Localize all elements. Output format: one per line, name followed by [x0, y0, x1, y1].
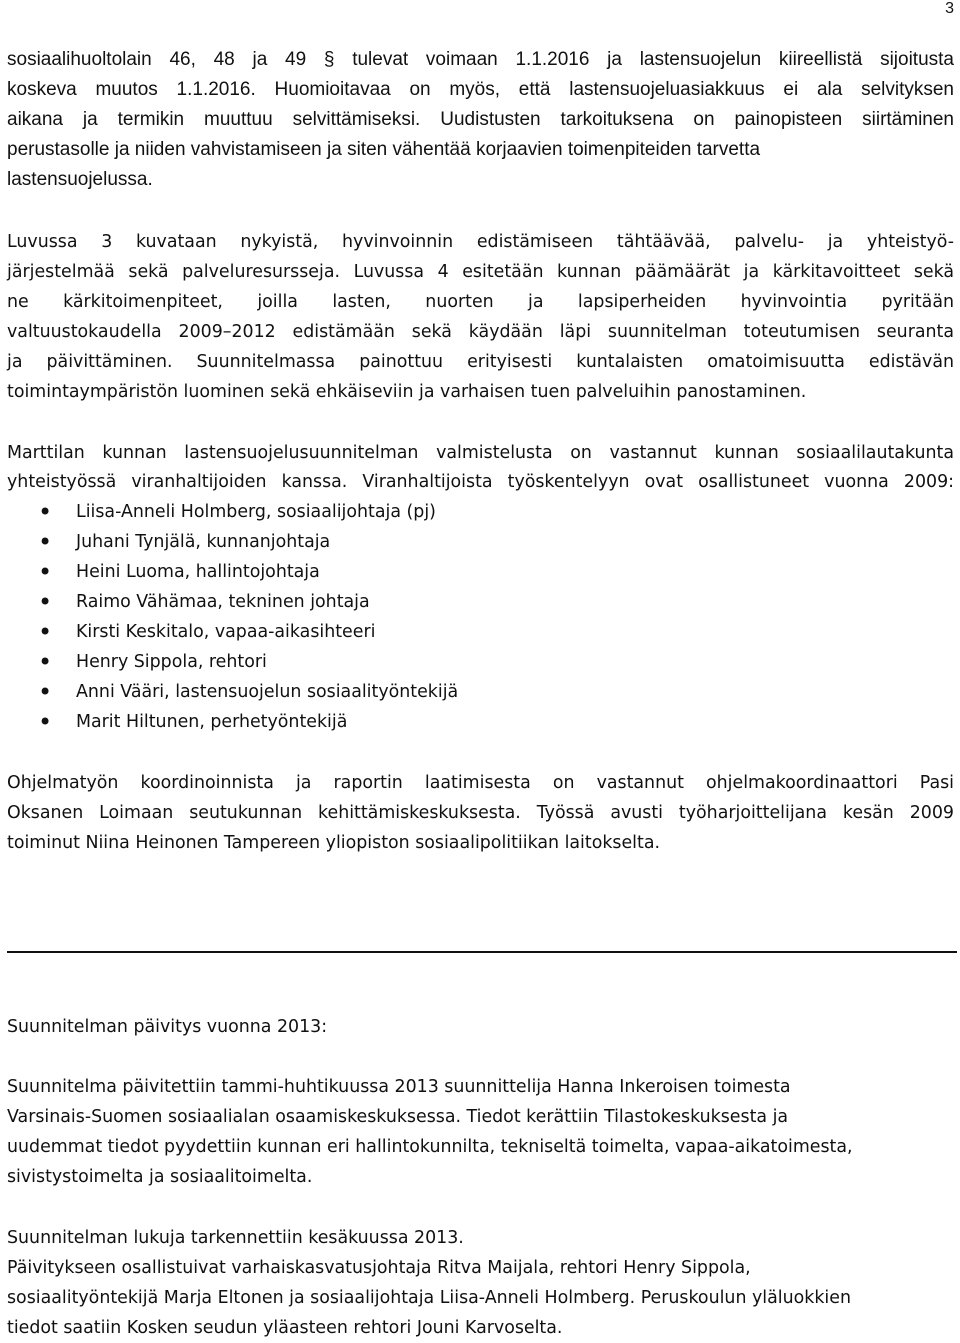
text-line: aikana ja termikin muuttuu selvittämiseksi. Uudistusten tarkoituksena on painopisteen siirtäminen	[7, 109, 954, 130]
list-item: Kirsti Keskitalo, vapaa-aikasihteeri	[76, 622, 376, 642]
bullet-icon: •	[38, 558, 53, 586]
text-line: järjestelmää sekä palveluresursseja. Luvussa 4 esitetään kunnan päämäärät ja kärkitavoitteet sekä	[7, 262, 954, 282]
text-line: koskeva muutos 1.1.2016. Huomioitavaa on myös, että lastensuojeluasiakkuus ei ala selvityksen	[7, 79, 954, 100]
text-line: toimintaympäristön luominen sekä ehkäiseviin ja varhaisen tuen palveluihin panostaminen.	[7, 382, 807, 402]
text-line: ne kärkitoimenpiteet, joilla lasten, nuorten ja lapsiperheiden hyvinvointia pyritään	[7, 292, 954, 312]
text-line: Luvussa 3 kuvataan nykyistä, hyvinvoinnin edistämiseen tähtäävää, palvelu- ja yhteistyö-	[7, 232, 954, 252]
text-line: sosiaalihuoltolain 46, 48 ja 49 § tulevat voimaan 1.1.2016 ja lastensuojelun kiireellistä sijoitusta	[7, 49, 954, 70]
text-line: sosiaalityöntekijä Marja Eltonen ja sosiaalijohtaja Liisa-Anneli Holmberg. Peruskoulun yläluokkien	[7, 1288, 851, 1308]
page-number: 3	[945, 0, 954, 17]
bullet-icon: •	[38, 678, 53, 706]
text-line: lastensuojelussa.	[7, 169, 153, 190]
text-line: valtuustokaudella 2009–2012 edistämään sekä käydään läpi suunnitelman toteutumisen seuranta	[7, 322, 954, 342]
text-line: Päivitykseen osallistuivat varhaiskasvatusjohtaja Ritva Maijala, rehtori Henry Sippola,	[7, 1258, 751, 1278]
text-line: Varsinais-Suomen sosiaalialan osaamiskeskuksessa. Tiedot kerättiin Tilastokeskuksesta ja	[7, 1107, 789, 1127]
bullet-icon: •	[38, 528, 53, 556]
text-line: yhteistyössä viranhaltijoiden kanssa. Viranhaltijoista työskentelyyn ovat osallistuneet vuonna 2009:	[7, 472, 954, 492]
text-line: uudemmat tiedot pyydettiin kunnan eri hallintokunnilta, tekniseltä toimelta, vapaa-aikatoimesta,	[7, 1137, 853, 1157]
list-item: Marit Hiltunen, perhetyöntekijä	[76, 712, 348, 732]
text-line: perustasolle ja niiden vahvistamiseen ja siten vähentää korjaavien toimenpiteiden tarvetta	[7, 139, 761, 160]
bullet-icon: •	[38, 648, 53, 676]
bullet-icon: •	[38, 708, 53, 736]
text-line: sivistystoimelta ja sosiaalitoimelta.	[7, 1167, 313, 1187]
bullet-icon: •	[38, 588, 53, 616]
bullet-icon: •	[38, 618, 53, 646]
list-item: Heini Luoma, hallintojohtaja	[76, 562, 320, 582]
text-line: Suunnitelma päivitettiin tammi-huhtikuussa 2013 suunnittelija Hanna Inkeroisen toimesta	[7, 1077, 791, 1097]
text-line: Marttilan kunnan lastensuojelusuunnitelman valmistelusta on vastannut kunnan sosiaalilautakunta	[7, 443, 954, 463]
text-line: toiminut Niina Heinonen Tampereen yliopiston sosiaalipolitiikan laitokselta.	[7, 833, 661, 853]
text-line: tiedot saatiin Kosken seudun yläasteen rehtori Jouni Karvoselta.	[7, 1318, 563, 1338]
list-item: Liisa-Anneli Holmberg, sosiaalijohtaja (pj)	[76, 502, 436, 522]
text-line: Suunnitelman lukuja tarkennettiin kesäkuussa 2013.	[7, 1228, 464, 1248]
text-line: Ohjelmatyön koordinoinnista ja raportin laatimisesta on vastannut ohjelmakoordinaattori Pasi	[7, 773, 954, 793]
list-item: Anni Vääri, lastensuojelun sosiaalityöntekijä	[76, 682, 459, 702]
list-item: Henry Sippola, rehtori	[76, 652, 267, 672]
text-line: Oksanen Loimaan seutukunnan kehittämiskeskuksesta. Työssä avusti työharjoittelijana kesän 2009	[7, 803, 954, 823]
list-item: Raimo Vähämaa, tekninen johtaja	[76, 592, 370, 612]
section-divider	[7, 951, 957, 953]
update-heading: Suunnitelman päivitys vuonna 2013:	[7, 1017, 328, 1037]
bullet-icon: •	[38, 498, 53, 526]
list-item: Juhani Tynjälä, kunnanjohtaja	[76, 532, 331, 552]
text-line: ja päivittäminen. Suunnitelmassa painottuu erityisesti kuntalaisten omatoimisuutta edistävän	[7, 352, 954, 372]
